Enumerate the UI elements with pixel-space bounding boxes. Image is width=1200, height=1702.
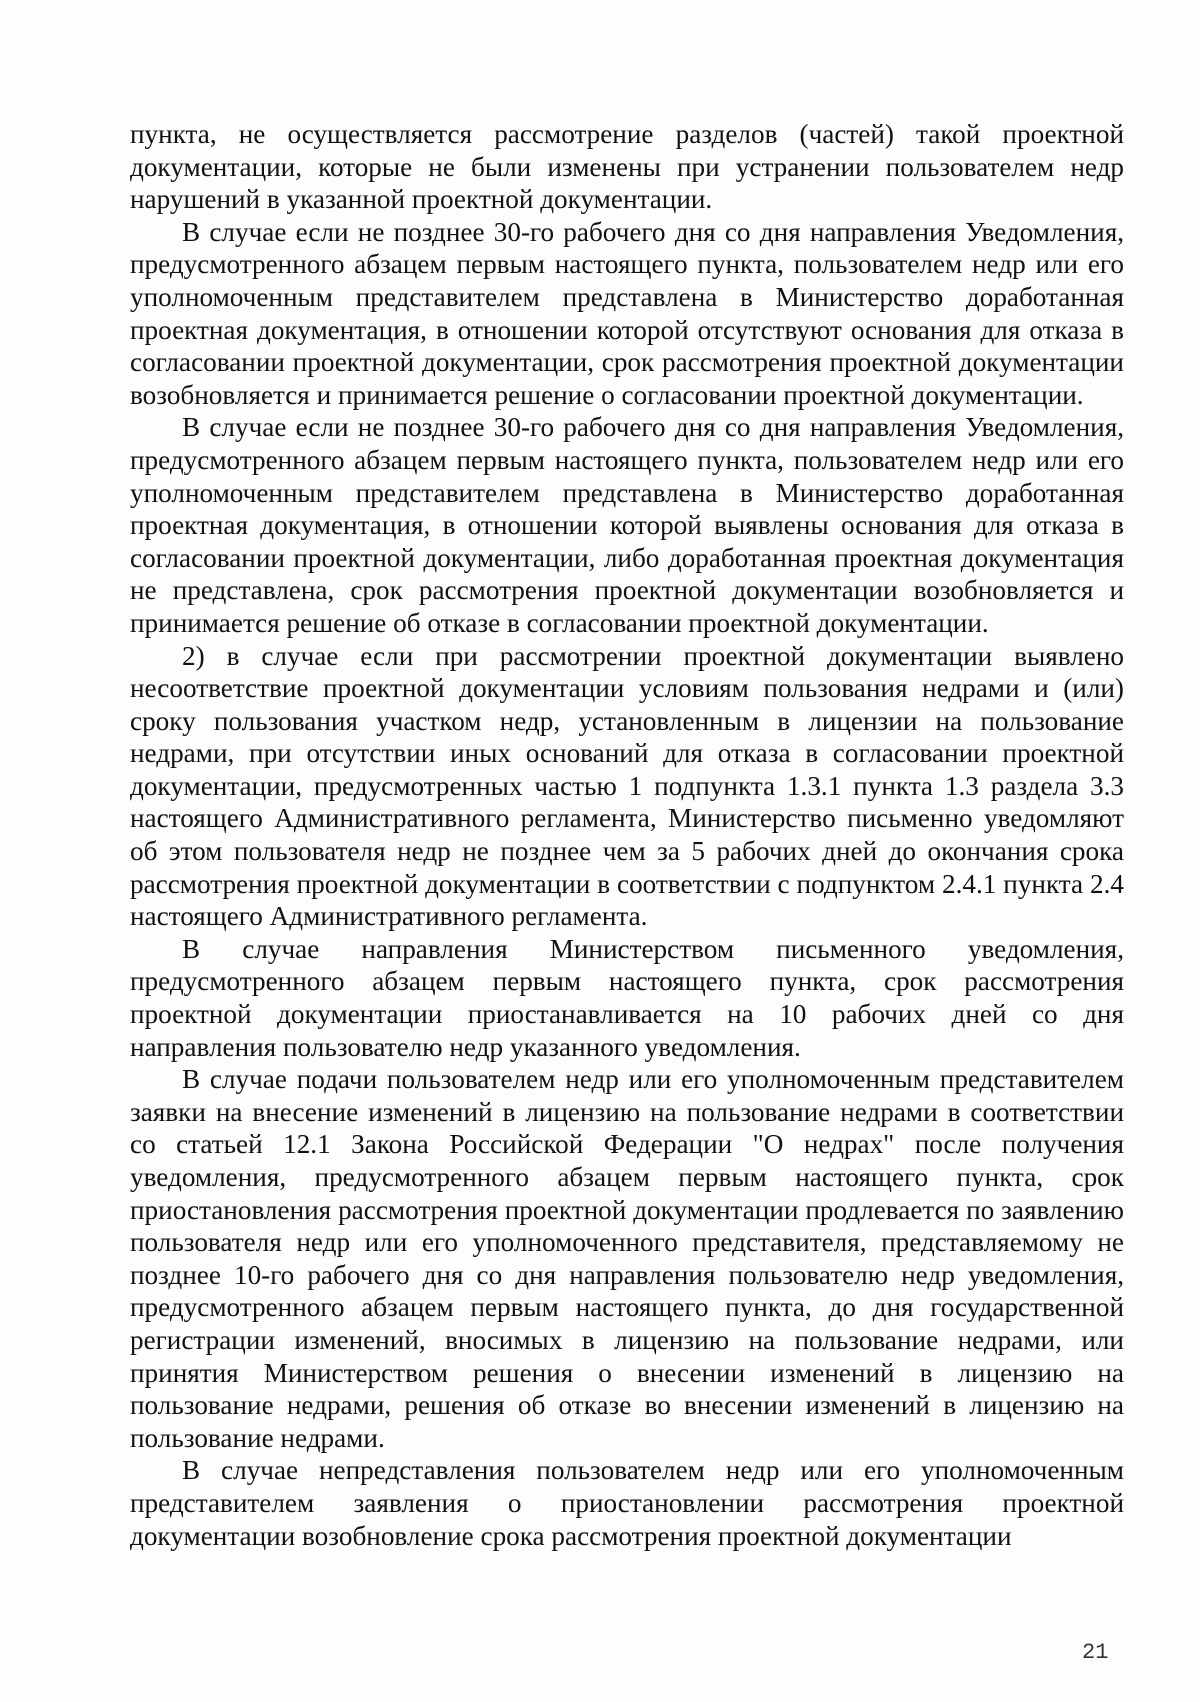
page-number: 21: [1082, 1640, 1109, 1665]
paragraph: В случае если не позднее 30-го рабочего дня со дня направления Уведомления, предусмотренного абзацем первым настоящего пункта, пользователем недр или его уполномоченным представителем представлена в Министерство доработанная проектная документация, в отношении которой выявлены основания для отказа в согласовании проектной документации, либо доработанная проектная документация не представлена, срок рассмотрения проектной документации возобновляется и принимается решение об отказе в согласовании проектной документации.: [130, 412, 1124, 638]
paragraph: 2) в случае если при рассмотрении проектной документации выявлено несоответствие проектной документации условиям пользования недрами и (или) сроку пользования участком недр, установленным в лицензии на пользование недрами, при отсутствии иных оснований для отказа в согласовании проектной документации, предусмотренных частью 1 подпункта 1.3.1 пункта 1.3 раздела 3.3 настоящего Административного регламента, Министерство письменно уведомляют об этом пользователя недр не позднее чем за 5 рабочих дней до окончания срока рассмотрения проектной документации в соответствии с подпунктом 2.4.1 пункта 2.4 настоящего Административного регламента.: [130, 640, 1124, 932]
paragraph: В случае направления Министерством письменного уведомления, предусмотренного абзацем первым настоящего пункта, срок рассмотрения проектной документации приостанавливается на 10 рабочих дней со дня направления пользователю недр указанного уведомления.: [130, 933, 1124, 1062]
paragraph: В случае непредставления пользователем недр или его уполномоченным представителем заявления о приостановлении рассмотрения проектной документации возобновление срока рассмотрения проектной документации: [130, 1455, 1124, 1551]
paragraph: В случае если не позднее 30-го рабочего дня со дня направления Уведомления, предусмотренного абзацем первым настоящего пункта, пользователем недр или его уполномоченным представителем представлена в Министерство доработанная проектная документация, в отношении которой отсутствуют основания для отказа в согласовании проектной документации, срок рассмотрения проектной документации возобновляется и принимается решение о согласовании проектной документации.: [130, 216, 1124, 410]
document-body: [130, 118, 1124, 1552]
paragraph-continuation: пункта, не осуществляется рассмотрение разделов (частей) такой проектной документации, которые не были изменены при устранении пользователем недр нарушений в указанной проектной документации.: [130, 119, 1124, 215]
paragraph: В случае подачи пользователем недр или его уполномоченным представителем заявки на внесение изменений в лицензию на пользование недрами в соответствии со статьей 12.1 Закона Российской Федерации "О недрах" после получения уведомления, предусмотренного абзацем первым настоящего пункта, срок приостановления рассмотрения проектной документации продлевается по заявлению пользователя недр или его уполномоченного представителя, представляемому не позднее 10-го рабочего дня со дня направления пользователю недр уведомления, предусмотренного абзацем первым настоящего пункта, до дня государственной регистрации изменений, вносимых в лицензию на пользование недрами, или принятия Министерством решения о внесении изменений в лицензию на пользование недрами, решения об отказе во внесении изменений в лицензию на пользование недрами.: [130, 1064, 1124, 1453]
